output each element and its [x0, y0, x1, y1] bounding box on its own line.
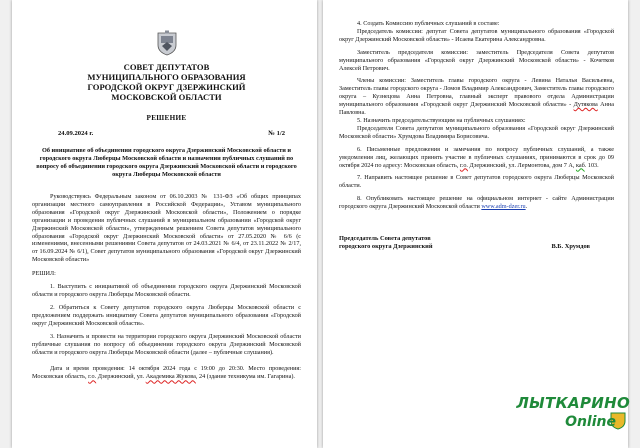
item-8-end: . [525, 203, 528, 211]
signer-name: В.Б. Хрумдов [551, 243, 590, 251]
site-watermark [500, 394, 630, 442]
document-page-left [12, 0, 317, 448]
item-8-text: 8. Опубликовать настоящее решение на официальном интернет - сайте Администрации городского округа Дзержинский Московской области [339, 195, 614, 211]
item-6-end: . 103. [584, 161, 599, 169]
decision-subject: Об инициативе об объединении городского округа Дзержинский Московской области и городского округа Люберцы Московской области и назначении публичных слушаний по вопросу об объединении городского округа Дзержинский Московской области и городского округа Люберцы Московской области [36, 147, 297, 178]
decided-heading: РЕШИЛ: [32, 270, 56, 278]
item-3-date-text: Дата и время проведения: 14 октября 2024 года с 19:00 до 20:30. Место проведения: Московская область, [32, 365, 301, 381]
decision-heading: РЕШЕНИЕ [146, 114, 187, 122]
item-4: 4. Создать Комиссию публичных слушаний в составе: [357, 20, 500, 27]
decision-number: № 1/2 [268, 130, 285, 137]
item-1: 1. Выступить с инициативой об объединении городского округа Дзержинский Московской области и городского округа Люберцы Московской области. [32, 283, 301, 299]
item-6 [339, 146, 614, 170]
signer-title: Председатель Совета депутатов городского округа Дзержинский [339, 235, 433, 251]
members-text: Члены комиссии: Заместитель главы городского округа - Левина Наталья Васильевна, Заместитель главы городского округа - Ломов Владимир Александрович, Заместитель главы городского округа – Кузнецова Анна Петровна, главный эксперт правового отдела Администрации муниципального образования «Городской округ Дзержинский Московской области» - [339, 77, 614, 109]
item-3-date-place [32, 365, 301, 381]
item-3: 3. Назначить и провести на территории городского округа Дзержинский Московской области публичные слушания по вопросу об объединении городского округа Дзержинский Московской области и городского округа Люберцы Московской области (далее – публичные слушания). [32, 332, 301, 356]
spellcheck-word-kab: каб [575, 161, 585, 169]
item-5: 5. Назначить председательствующим на публичных слушаниях: [357, 116, 526, 124]
spellcheck-word-akademika: Академика Жукова [145, 373, 196, 381]
item-8 [339, 195, 614, 211]
administration-website-link[interactable]: www.adm-dzer.ru [481, 203, 526, 211]
item-6-address: Дзержинский, ул. Лермонтова, дом 7 А, [467, 161, 576, 169]
commission-deputy: Заместитель председателя комиссии: заместитель Председателя Совета депутатов муниципального образования «Городской округ Дзержинский Московской области» - Кочетков Алексей Петрович. [339, 48, 614, 72]
item-7: 7. Направить настоящее решение в Совет депутатов городского округа Люберцы Московской области. [339, 174, 614, 190]
spellcheck-word-go: г.о. [88, 373, 97, 381]
item-3-place-text: Дзержинский, ул. [96, 373, 146, 381]
watermark-subtitle: Online [565, 414, 616, 430]
spellcheck-word-go-2: г.о. [459, 161, 468, 169]
preamble-paragraph: Руководствуясь Федеральным законом от 06.10.2003 № 131-ФЗ «Об общих принципах организации местного самоуправления в Российской Федерации», Уставом муниципального образования «Городской округ Дзержинский Московской области», Положением о порядке организации и проведения публичных слушаний в муниципальном образовании «Городской округ Дзержинский Московской области», утвержденным решением Совета депутатов муниципального образования «Городской округ Дзержинский Московской области» от 27.05.2020 № 6/6 (с изменениями, внесенными решениями Совета депутатов от 24.03.2021 № 6/4, от 23.11.2022 № 2/17, от 16.09.2024 № 6/1), Совет депутатов муниципального образования «Городской округ Дзержинский Московской области» [32, 193, 301, 264]
commission-members [339, 77, 614, 117]
item-2: 2. Обратиться к Совету депутатов городского округа Люберцы Московской области с предложением поддержать инициативу Совета депутатов муниципального образования «Городской округ Дзержинский Московской области». [32, 303, 301, 327]
watermark-title: ЛЫТКАРИНО [516, 394, 630, 412]
item-6-text: 6. Письменные предложения и замечания по вопросу публичных слушаний, а также уведомления лиц, желающих принять участие в публичных слушаниях, принимаются в срок до 09 октября 2024 по адресу: Московская область, [339, 145, 614, 169]
item-3-place-end: , 24 (здание техникума им. Гагарина). [195, 373, 295, 381]
spellcheck-word-dutyakova: Дутякова [573, 101, 598, 109]
signature-block [339, 235, 614, 251]
date-number-row [32, 130, 301, 137]
members-end: Анна Павловна. [339, 101, 614, 117]
decision-date: 24.09.2024 г. [58, 130, 94, 137]
commission-chair: Председатель комиссии: депутат Совета депутатов муниципального образования «Городской округ Дзержинский Московской области» - Исаева Екатерина Александровна. [339, 27, 614, 43]
presiding-person: Председателя Совета депутатов муниципального образования «Городской округ Дзержинский Московской области» Хрумдова Владимира Борисовича. [339, 124, 614, 140]
coat-of-arms-icon [156, 30, 178, 56]
document-page-right [323, 0, 628, 448]
council-title: СОВЕТ ДЕПУТАТОВ МУНИЦИПАЛЬНОГО ОБРАЗОВАНИЯ ГОРОДСКОЙ ОКРУГ ДЗЕРЖИНСКИЙ МОСКОВСКОЙ ОБЛАСТИ [87, 62, 246, 102]
